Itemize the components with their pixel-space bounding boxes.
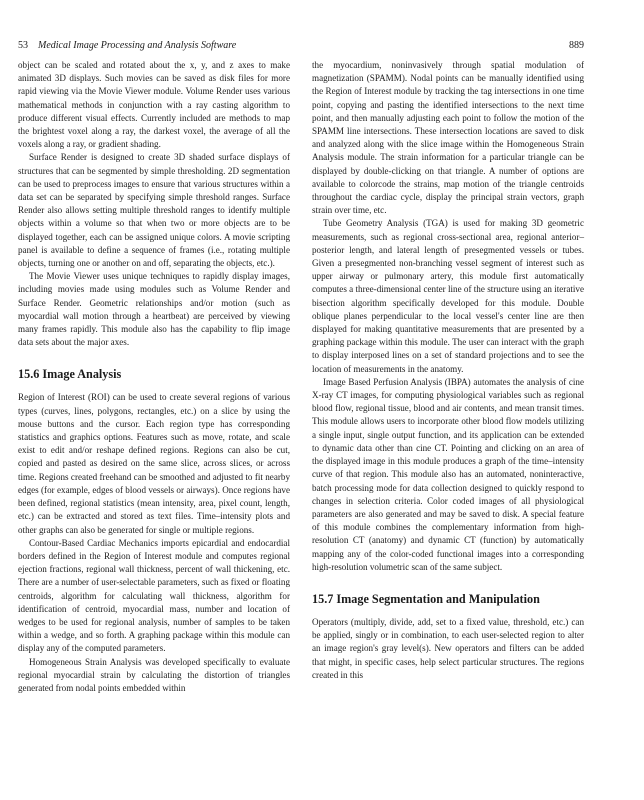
paragraph: Tube Geometry Analysis (TGA) is used for making 3D geometric measurements, such as regional cross-sectional area, regional anterior–posterior length, and lateral length of presegmented vessels or tubes. Given a presegmented non-branching vessel segment of interest such as upper airway or pulmonary artery, this module first automatically computes a three-dimensional center line of the structure using an iterative bisection algorithm specifically developed for this module. Double oblique planes perpendicular to the local vessel's center line are then displayed for making quantitative measurements that are presented by a graphing package within this module. The user can interact with the graph to display interposed lines on a set of standard projections and to see the location of measurements in the anatomy. [312,218,584,374]
running-header [18,40,584,54]
page-number: 889 [569,40,584,51]
chapter-number: 53 [18,40,28,51]
paragraph: Homogeneous Strain Analysis was developed specifically to evaluate regional myocardial strain by calculating the distortion of triangles generated from nodal points embedded within [18,656,290,693]
section-heading: 15.6 Image Analysis [18,367,122,382]
chapter-title: Medical Image Processing and Analysis Software [38,40,237,51]
left-column [18,59,290,695]
paragraph: the myocardium, noninvasively through spatial modulation of magnetization (SPAMM). Nodal points can be manually identified using the Region of Interest module by tracking the tag intersections in one time point, copying and pasting the identified intersections to the next time point, and then manually adjusting each point to follow the motion of the SPAMM line intersections. These intersection locations are saved to disk and analyzed along with the slice image within the Homogeneous Strain Analysis module. The strain information for a particular triangle can be displayed by double-clicking on that triangle. A number of options are available to colorcode the strains, map motion of the triangle centroids throughout the cardiac cycle, display the principal strain vectors, graph strain over time, etc. [312,60,584,216]
paragraph: The Movie Viewer uses unique techniques to rapidly display images, including movies made using modules such as Volume Render and Surface Render. Geometric relationships and/or motion (such as myocardial wall motion through a heartbeat) are perceived by viewing many frames rapidly. This module also has the capability to flip image data sets about the major axes. [18,271,290,348]
right-column [312,59,584,682]
paragraph: object can be scaled and rotated about the x, y, and z axes to make animated 3D displays. Such movies can be saved as disk files for more rapid viewing via the Movie Viewer module. Volume Render uses various mathematical methods in conjunction with a ray casting algorithm to produce different visual effects. Currently included are methods to map the brightest voxel along a ray, the darkest voxel, the average of all the voxels along a ray, or gradient shading. [18,60,290,150]
paragraph: Surface Render is designed to create 3D shaded surface displays of structures that can be segmented by simple thresholding. 2D segmentation can be used to preprocess images to ensure that various structures within a data set can be separated by specifying simple threshold ranges. Surface Render also allows setting multiple threshold ranges to identify multiple objects within a volume so that when two or more objects are to be displayed together, each can be assigned unique colors. A movie scripting panel is available to define a sequence of frames (i.e., rotating multiple objects, turning one or another on and off, separating the objects, etc.). [18,152,290,269]
paragraph: Region of Interest (ROI) can be used to create several regions of various types (curves, lines, polygons, rectangles, etc.) on a slice by using the mouse buttons and the cursor. Each region type has corresponding statistics and graphics options. Features such as move, rotate, and scale exist to edit and/or reshape defined regions. Regions can also be cut, copied and pasted as desired on the same slice, across slices, or across time. Regions created freehand can be smoothed and adjusted to fit nearby edges (for example, edges of blood vessels or airways). Once regions have been defined, regional statistics (mean intensity, area, pixel count, length, etc.) can be extracted and stored as text files. Time–intensity plots and other graphs can also be generated for single or multiple regions. [18,392,290,535]
paragraph: Contour-Based Cardiac Mechanics imports epicardial and endocardial borders defined in the Region of Interest module and computes regional ejection fractions, regional wall thickness, percent of wall thickening, etc. There are a number of user-selectable parameters, such as fixed or floating centroids, algorithm for calculating wall thickness, algorithm for identification of centroid, myocardial mass, number and location of wedges to be used for regional analysis, number of samples to be taken within a wedge, and so forth. A graphing package within this module can display any of the computed parameters. [18,537,290,654]
section-heading: 15.7 Image Segmentation and Manipulation [312,591,540,606]
paragraph: Image Based Perfusion Analysis (IBPA) automates the analysis of cine X-ray CT images, for computing physiological variables such as regional blood flow, regional tissue, blood and air contents, and mean transit times. This module allows users to incorporate other blood flow models utilizing a single input, single output function, and its application can be extended to dynamic data other than cine CT. Pointing and clicking on an area of the displayed image in this module produces a graph of the time–intensity curve of that region. This module also has an automated, noninteractive, batch processing mode for data collection designed to quickly respond to changes in selection criteria. Color coded images of all physiological parameters are also generated and may be saved to disk. A special feature of this module combines the complementary information from high-resolution CT (anatomy) and dynamic CT (function) by automatically mapping any of the color-coded functional images into a corresponding high-resolution volumetric scan of the same subject. [312,376,584,572]
paragraph: Operators (multiply, divide, add, set to a fixed value, threshold, etc.) can be applied, singly or in combination, to each user-selected region to alter an image region's gray level(s). New operators and filters can be added that might, in specific cases, help select particular structures. The regions created in this [312,616,584,680]
